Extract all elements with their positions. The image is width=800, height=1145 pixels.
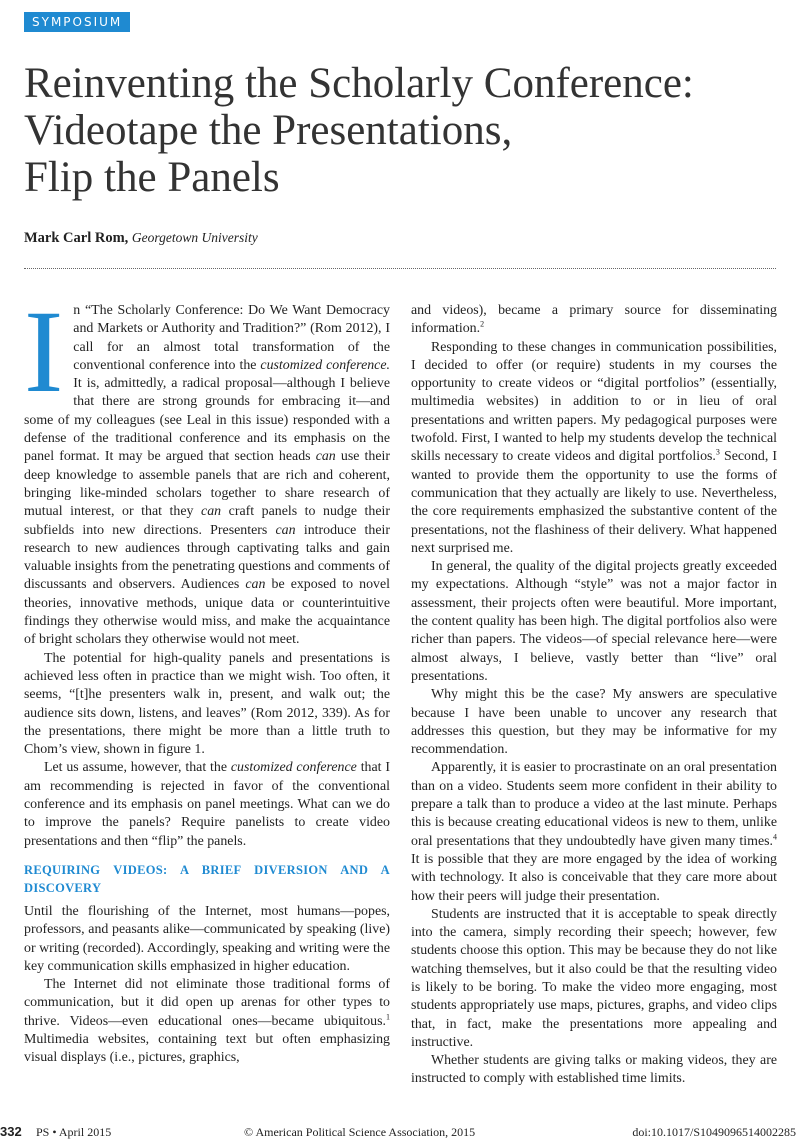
author-name: Mark Carl Rom, <box>24 230 129 246</box>
page-number: 332 <box>0 1124 22 1139</box>
paragraph: In general, the quality of the digital projects greatly exceeded my expectations. Although “style” was not a major factor in assessment, their projects often were beautiful. More important, the content quality has been high. The digital portfolios also were richer than papers. The videos—of special relevance here—were almost always, I believe, vastly better than “live” oral presentations. <box>411 559 777 684</box>
paragraph: Let us assume, however, that the customized conference that I am recommending is rejected in favor of the conventional conference and its emphasis on panel meetings. What can we do to improve the panels? Require panelists to create video presentations and then “flip” the panels. <box>24 760 390 849</box>
byline <box>24 230 258 247</box>
divider-line <box>24 268 776 269</box>
footnote-ref: 4 <box>773 831 777 841</box>
author-affiliation: Georgetown University <box>131 230 258 245</box>
paragraph: Responding to these changes in communication possibilities, I decided to offer (or require) students in my courses the opportunity to create videos or “digital portfolios” (essentially, multimedia websites) in addition to or in lieu of oral presentations and written papers. My pedagogical purposes were twofold. First, I wanted to help my students develop the technical skills necessary to create videos and digital portfolios.$^3$ Second, I wanted to provide them the opportunity to use the forms of communication that they actually are likely to use. Nevertheless, the core requirements emphasized the substantive content of the presentations, not the flashiness of their delivery. What happened next surprised me. <box>411 339 777 556</box>
paragraph: Until the flourishing of the Internet, most humans—popes, professors, and peasants alike—communicated by speaking (live) or writing (recorded). Accordingly, speaking and writing were the key communication skills emphasized in higher education. <box>24 903 390 974</box>
drop-cap: I <box>24 302 64 417</box>
right-column <box>411 302 777 1106</box>
title-line: Videotape the Presentations, <box>24 107 513 154</box>
footnote-ref: 1 <box>386 1012 390 1022</box>
paragraph: Whether students are giving talks or making videos, they are instructed to comply with established time limits. <box>411 1053 777 1087</box>
page-footer <box>0 1119 800 1145</box>
journal-issue: PS • April 2015 <box>36 1125 112 1139</box>
article-title <box>24 60 784 201</box>
paragraph: and videos), became a primary source for disseminating information.$^2$ <box>411 303 777 337</box>
section-heading: REQUIRING VIDEOS: A BRIEF DIVERSION AND A DISCOVERY <box>24 862 390 895</box>
paragraph: Why might this be the case? My answers are speculative because I have been unable to uncover any research that addresses this question, but they may be informative for my recommendation. <box>411 687 777 758</box>
left-column <box>24 302 390 1106</box>
section-tag: SYMPOSIUM <box>24 12 130 32</box>
paragraph: Apparently, it is easier to procrastinate on an oral presentation than on a video. Students seem more confident in their ability to prepare a talk than to produce a video at the last minute. Perhaps this is because creating educational videos is new to them, unlike oral presentations that they undoubtedly have given many times.$^4$ It is possible that they are more engaged by the idea of working with technology. It also is conceivable that they care more about how their peers will judge their presentation. <box>411 760 777 904</box>
footnote-ref: 3 <box>715 447 720 457</box>
title-line: Flip the Panels <box>24 154 280 201</box>
paragraph: In “The Scholarly Conference: Do We Want Democracy and Markets or Authority and Tradition?” (Rom 2012), I call for an almost total transformation of the conventional conference into the customized conference. It is, admittedly, a radical proposal—although I believe that there are strong grounds for embracing it—and some of my colleagues (see Leal in this issue) responded with a defense of the traditional conference and its emphasis on the panel format. It may be argued that section heads can use their deep knowledge to assemble panels that are rich and coherent, bringing like-minded scholars together to share research of mutual interest, or that they can craft panels to nudge their subfields into new directions. Presenters can introduce their research to new audiences through captivating talks and gain valuable insights from the penetrating questions and comments of discussants and observers. Audiences can be exposed to novel theories, innovative methods, unique data or counterintuitive findings they otherwise would miss, and make the acquaintance of bright scholars they otherwise would not meet. <box>24 302 390 648</box>
copyright: © American Political Science Association, 2015 <box>244 1125 476 1139</box>
paragraph: The Internet did not eliminate those traditional forms of communication, but it did open up arenas for other types to thrive. Videos—even educational ones—became ubiquitous.$^1$ Multimedia websites, containing text but often emphasizing visual displays (i.e., pictures, graphics, <box>24 977 390 1066</box>
paragraph: Students are instructed that it is acceptable to speak directly into the camera, simply recording their speech; however, few students choose this option. This may be because they do not like watching themselves, but it also could be that the resulting video is likely to be boring. To make the video more engaging, most students appropriately use maps, pictures, graphs, and video clips that, in fact, make the presentations more appealing and instructive. <box>411 906 777 1050</box>
doi: doi:10.1017/S1049096514002285 <box>632 1125 796 1139</box>
paragraph: The potential for high-quality panels and presentations is achieved less often in practice than we might wish. Too often, it seems, “[t]he presenters walk in, present, and walk out; the audience sits down, listens, and leaves” (Rom 2012, 339). As for the presentations, there might be more than a little truth to Chom’s view, shown in figure 1. <box>24 650 390 758</box>
footnote-ref: 2 <box>480 319 485 329</box>
title-line: Reinventing the Scholarly Conference: <box>24 60 694 107</box>
